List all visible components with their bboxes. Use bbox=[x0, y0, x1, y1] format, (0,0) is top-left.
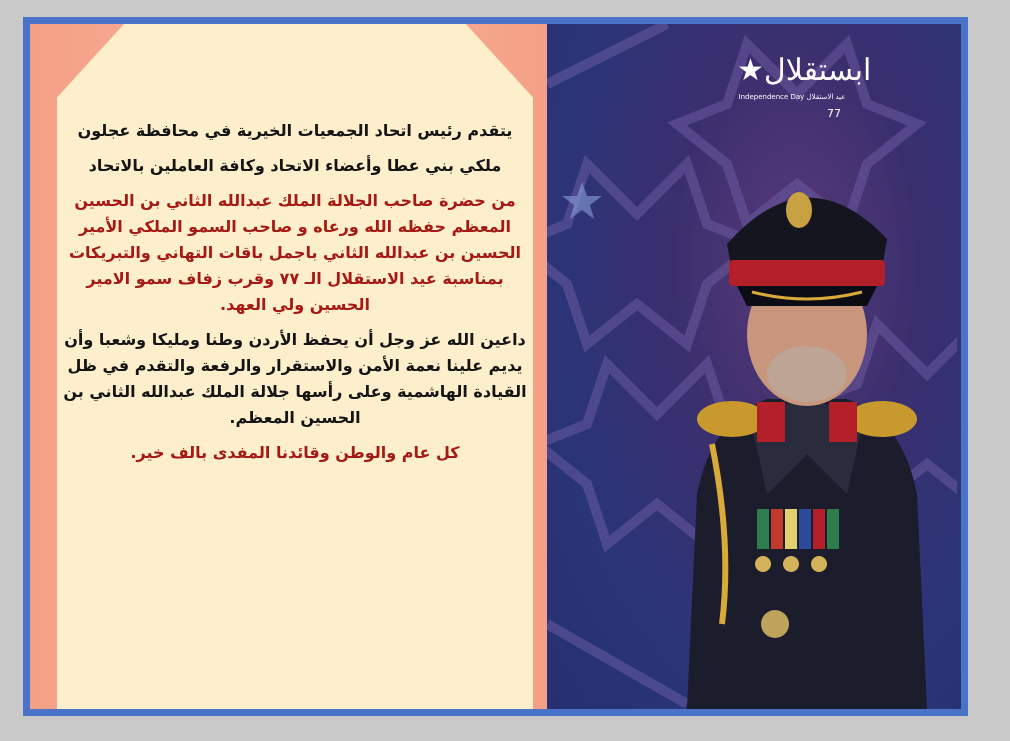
card-frame bbox=[23, 17, 968, 716]
logo-number: 77 bbox=[827, 107, 841, 120]
cap-badge bbox=[786, 192, 812, 228]
left-collar-tab bbox=[757, 402, 785, 442]
right-epaulette bbox=[847, 401, 917, 437]
greeting-card bbox=[30, 24, 961, 709]
beard bbox=[767, 346, 847, 402]
message-text bbox=[60, 118, 530, 475]
portrait-panel bbox=[547, 24, 961, 709]
message-closing: كل عام والوطن وقائدنا المفدى بالف خير. bbox=[130, 443, 460, 462]
logo-wordmark: ★ابستقلال bbox=[737, 53, 872, 88]
independence-logo bbox=[737, 53, 872, 124]
message-intro: يتقدم رئيس اتحاد الجمعيات الخيرية في محافظة عجلون bbox=[77, 121, 513, 140]
message-prayer: داعين الله عز وجل أن يحفظ الأردن وطنا ومليكا وشعبا وأن يديم علينا نعمة الأمن والاستقرار والرفعة والتقدم في ظل القيادة الهاشمية وعلى رأسها جلالة الملك عبدالله الثاني بن الحسين المعظم. bbox=[63, 330, 527, 427]
logo-subtitle: Independence Day عيد الاستقلال bbox=[738, 93, 846, 101]
message-congratulations: من حضرة صاحب الجلالة الملك عبدالله الثاني بن الحسين المعظم حفظه الله ورعاه و صاحب السمو الملكي الأمير الحسين بن عبدالله الثاني باجمل باقات التهاني والتبريكات بمناسبة عيد الاستقلال الـ ٧٧ وقرب زفاف سمو الامير الحسين ولي العهد. bbox=[68, 191, 522, 314]
cap-visor bbox=[737, 286, 877, 306]
message-senders: ملكي بني عطا وأعضاء الاتحاد وكافة العاملين بالاتحاد bbox=[88, 156, 502, 175]
right-collar-tab bbox=[829, 402, 857, 442]
left-epaulette bbox=[697, 401, 767, 437]
cap-band bbox=[729, 260, 885, 286]
portrait-illustration bbox=[547, 24, 957, 709]
